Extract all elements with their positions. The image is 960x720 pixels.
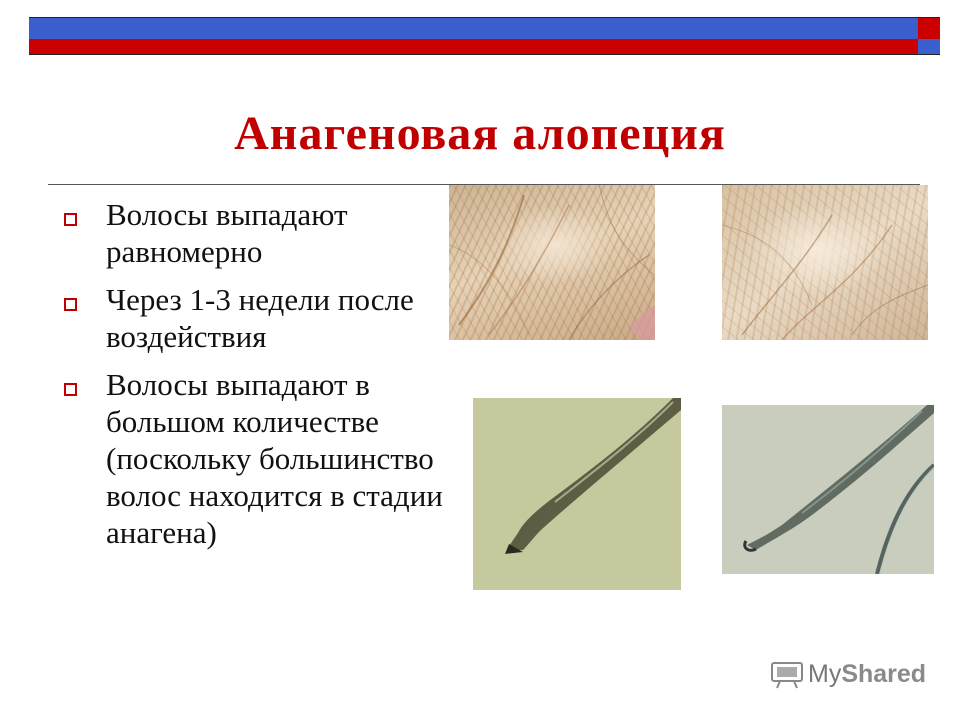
header-bar-blue: [29, 17, 918, 39]
scalp-photo-1: [449, 185, 655, 340]
bullet-list: [60, 196, 450, 562]
header-square-red: [918, 17, 940, 39]
slide-title: Анагеновая алопеция: [234, 107, 726, 160]
hair-micrograph-1: [473, 398, 681, 590]
header-line-top: [29, 17, 940, 18]
bullet-text: Волосы выпадают равномерно: [106, 197, 348, 269]
header-square-blue: [918, 39, 940, 54]
scalp-photo-2: [722, 185, 928, 340]
bullet-square-icon: [64, 298, 77, 311]
projector-icon: [770, 659, 804, 689]
myshared-logo: [770, 656, 926, 692]
header-bar-red: [29, 39, 918, 54]
hair-micrograph-2: [722, 405, 934, 574]
bullet-item: [60, 196, 450, 270]
bullet-item: [60, 366, 450, 551]
header-line-bottom: [29, 54, 940, 55]
logo-text: MyShared: [808, 659, 927, 688]
bullet-text: Через 1-3 недели после воздействия: [106, 282, 414, 354]
bullet-text: Волосы выпадают в большом количестве (поскольку большинство волос находится в стадии анагена): [106, 367, 443, 550]
bullet-square-icon: [64, 383, 77, 396]
bullet-item: [60, 281, 450, 355]
bullet-square-icon: [64, 213, 77, 226]
